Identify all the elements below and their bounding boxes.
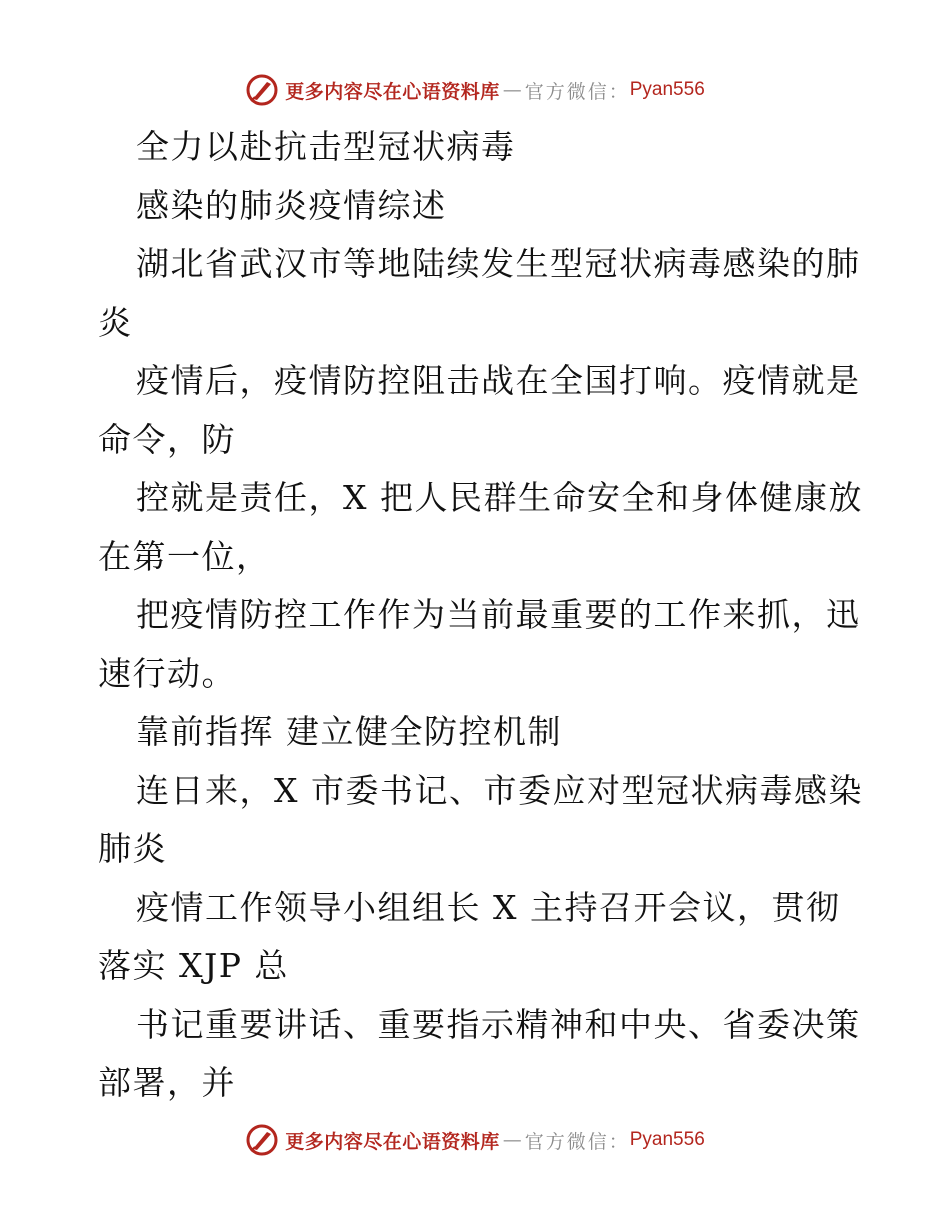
paragraph-line: 疫情工作领导小组组长 X 主持召开会议，贯彻: [136, 887, 841, 927]
paragraph-line: 命令，防: [98, 419, 236, 459]
footer-watermark: [0, 1120, 950, 1160]
watermark-brand: 更多内容尽在心语资料库: [285, 1130, 500, 1153]
watermark-account: Pyan556: [629, 1129, 705, 1150]
section-heading: 靠前指挥 建立健全防控机制: [136, 712, 562, 751]
paragraph-line: 控就是责任，X 把人民群生命安全和身体健康放: [136, 478, 863, 517]
watermark-official: 官方微信：: [524, 1130, 630, 1153]
watermark-dash: —: [502, 79, 522, 101]
paragraph-line: 部署，并: [98, 1063, 236, 1102]
document-body: [98, 118, 863, 1113]
paragraph-line: 湖北省武汉市等地陆续发生型冠状病毒感染的肺: [136, 244, 861, 283]
quill-logo-icon: [245, 1123, 279, 1157]
paragraph-line: 在第一位，: [98, 536, 271, 576]
paragraph-line: 把疫情防控工作作为当前最重要的工作来抓，迅: [136, 595, 861, 634]
paragraph-line: 连日来，X 市委书记、市委应对型冠状病毒感染: [136, 770, 863, 810]
watermark-brand: 更多内容尽在心语资料库: [285, 80, 500, 103]
header-watermark: [0, 70, 950, 110]
watermark-official: 官方微信：: [524, 80, 630, 103]
paragraph-line: 肺炎: [98, 829, 167, 868]
watermark-account: Pyan556: [629, 79, 705, 100]
quill-logo-icon: [245, 73, 279, 107]
paragraph-line: 炎: [98, 302, 133, 342]
paragraph-line: 落实 XJP 总: [98, 946, 289, 985]
paragraph-line: 速行动。: [98, 653, 236, 693]
title-line-2: 感染的肺炎疫情综述: [136, 185, 447, 225]
paragraph-line: 书记重要讲话、重要指示精神和中央、省委决策: [136, 1004, 861, 1044]
watermark-dash: —: [502, 1129, 522, 1151]
paragraph-line: 疫情后，疫情防控阻击战在全国打响。疫情就是: [136, 361, 861, 400]
title-line-1: 全力以赴抗击型冠状病毒: [136, 127, 516, 166]
